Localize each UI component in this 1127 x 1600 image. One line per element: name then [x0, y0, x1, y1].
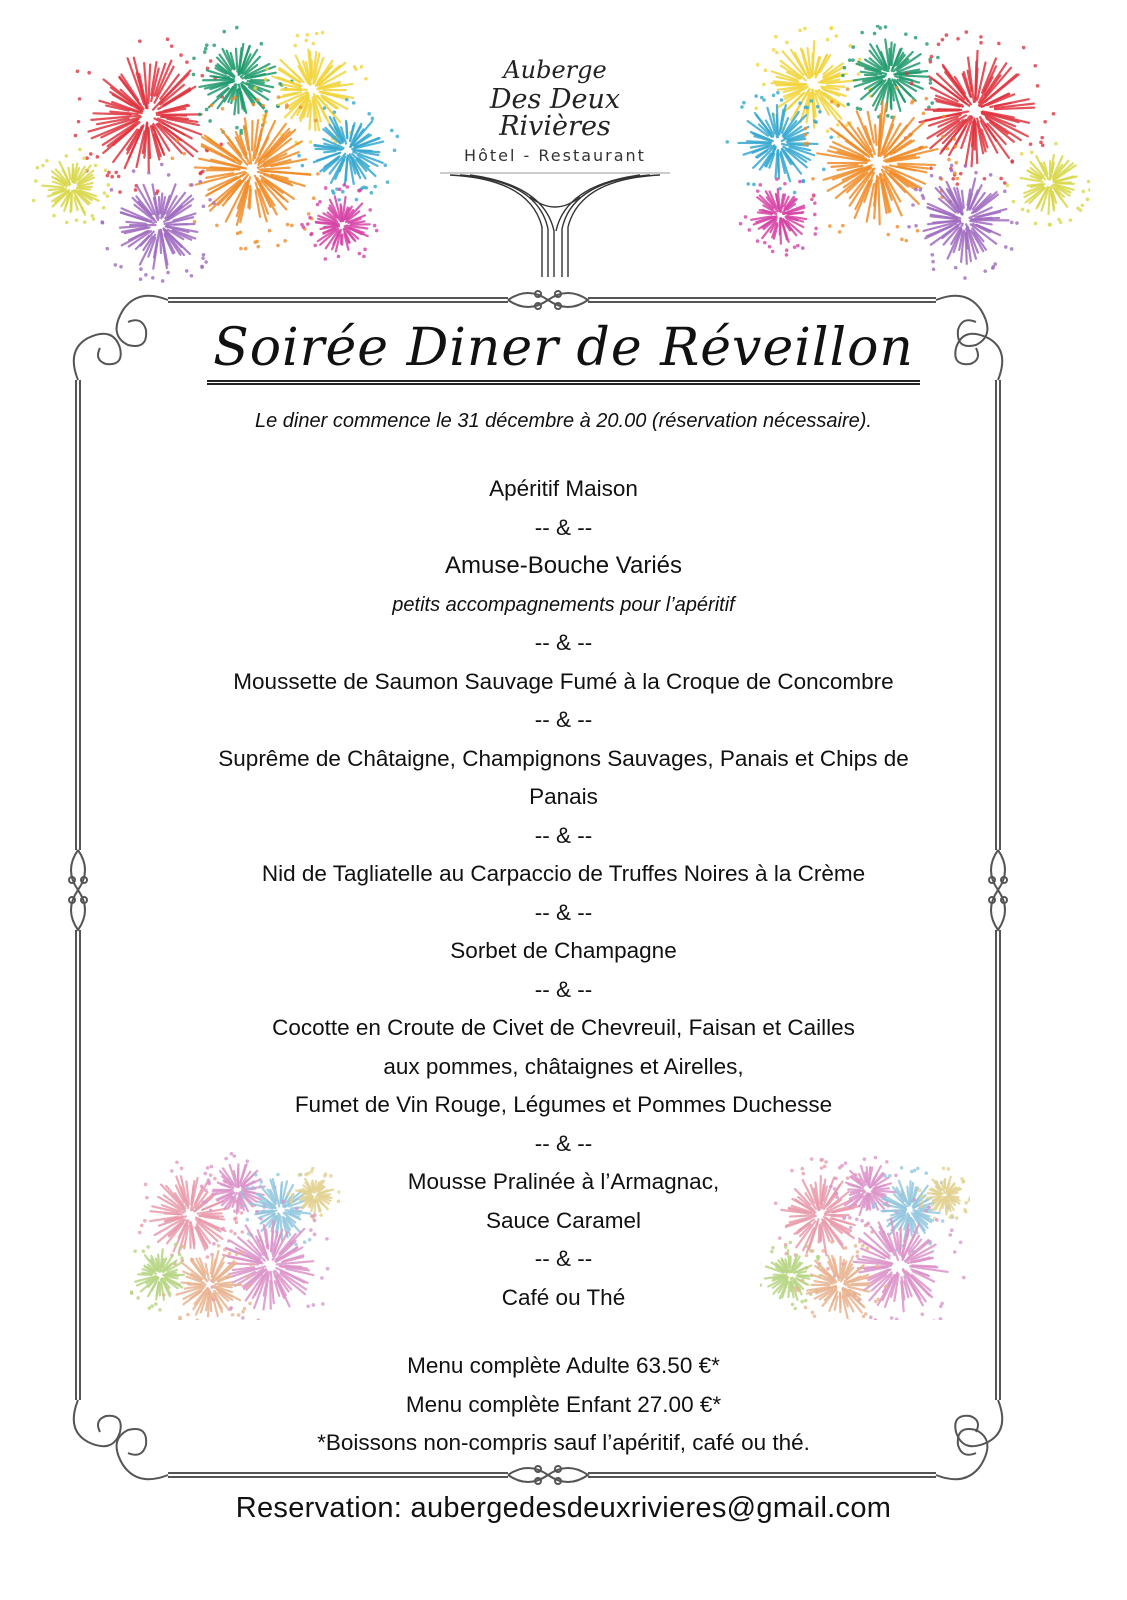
menu-course-8-line-2: Sauce Caramel: [485, 1207, 642, 1233]
menu-course-5: Nid de Tagliatelle au Carpaccio de Truffes Noires à la Crème: [261, 861, 866, 886]
fireworks-top-left-icon: [30, 25, 410, 285]
course-separator: -- & --: [534, 1246, 593, 1271]
course-separator: -- & --: [534, 514, 593, 540]
course-separator: -- & --: [534, 630, 593, 655]
menu-course-9: Café ou Thé: [501, 1284, 626, 1310]
menu-course-6: Sorbet de Champagne: [450, 938, 677, 963]
course-separator: -- & --: [534, 822, 593, 848]
logo-line-auberge: Auberge: [503, 56, 607, 84]
logo-line-name: Des Deux Rivières: [489, 84, 621, 142]
price-note: *Boissons non-compris sauf l’apéritif, café ou thé.: [317, 1430, 810, 1455]
fireworks-top-right-icon: [700, 25, 1090, 285]
menu-course-4-line-2: Panais: [529, 784, 598, 809]
course-separator: -- & --: [534, 707, 593, 732]
menu-course-2: Amuse-Bouche Variés: [445, 552, 682, 579]
menu-course-7-line-2: aux pommes, châtaignes et Airelles,: [383, 1053, 744, 1079]
menu-course-8-line-1: Mousse Pralinée à l’Armagnac,: [407, 1169, 720, 1194]
course-separator: -- & --: [534, 1130, 593, 1156]
course-separator: -- & --: [534, 976, 593, 1002]
menu-course-3: Moussette de Saumon Sauvage Fumé à la Croque de Concombre: [233, 668, 894, 694]
price-block: [0, 1347, 1127, 1463]
menu-course-4-line-1: Suprême de Châtaigne, Champignons Sauvages, Panais et Chips de: [218, 745, 909, 771]
course-separator: -- & --: [534, 899, 593, 925]
page-title-text: Soirée Diner de Réveillon: [207, 318, 920, 385]
reservation-contact[interactable]: Reservation: aubergedesdeuxrivieres@gmail.com: [235, 1492, 892, 1524]
page-title: [0, 318, 1127, 385]
price-child: Menu complète Enfant 27.00 €*: [405, 1391, 722, 1417]
hotel-logo: [430, 58, 680, 277]
menu-course-7-line-1: Cocotte en Croute de Civet de Chevreuil, Faisan et Cailles: [272, 1015, 855, 1040]
price-adult: Menu complète Adulte 63.50 €*: [407, 1353, 720, 1378]
logo-line-hotel-restaurant: Hôtel - Restaurant: [464, 146, 646, 165]
menu-list: [150, 470, 977, 1317]
menu-course-2-note: petits accompagnements pour l’apéritif: [392, 593, 735, 616]
menu-course-7-line-3: Fumet de Vin Rouge, Légumes et Pommes Duchesse: [294, 1092, 833, 1117]
menu-course-1: Apéritif Maison: [489, 476, 638, 501]
logo-arch-icon: [430, 167, 680, 277]
event-subtitle: Le diner commence le 31 décembre à 20.00 (réservation nécessaire).: [255, 410, 872, 432]
